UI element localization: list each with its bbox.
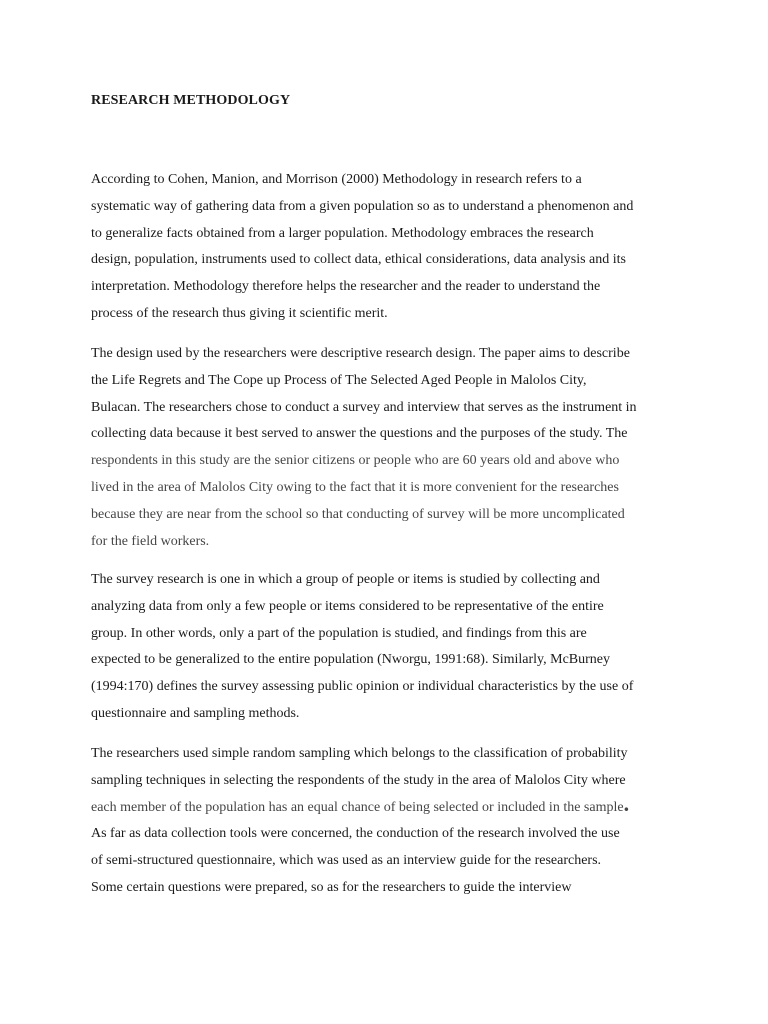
- paragraph-sampling-method: [91, 741, 681, 902]
- text-line: According to Cohen, Manion, and Morrison (2000) Methodology in research refers to a: [91, 172, 582, 187]
- text-line: the Life Regrets and The Cope up Process of The Selected Aged People in Malolos City,: [91, 372, 587, 388]
- text-line: Some certain questions were prepared, so as for the researchers to guide the interview: [91, 879, 572, 895]
- text-line: (1994:170) defines the survey assessing public opinion or individual characteristics by the use of: [91, 679, 634, 695]
- text-line: design, population, instruments used to collect data, ethical considerations, data analysis and its: [91, 252, 626, 268]
- text-line: for the field workers.: [91, 533, 210, 549]
- text-line: because they are near from the school so that conducting of survey will be more uncomplicated: [91, 506, 625, 522]
- text-line: analyzing data from only a few people or items considered to be representative of the entire: [91, 598, 604, 614]
- text-line: lived in the area of Malolos City owing to the fact that it is more convenient for the researches: [91, 479, 619, 495]
- page-title: RESEARCH METHODOLOGY: [91, 93, 291, 108]
- text-line: process of the research thus giving it scientific merit.: [91, 305, 388, 321]
- text-line: As far as data collection tools were concerned, the conduction of the research involved the use: [91, 826, 620, 842]
- text-line: sampling techniques in selecting the respondents of the study in the area of Malolos City where: [91, 772, 626, 788]
- text-line: The researchers used simple random sampling which belongs to the classification of probability: [91, 746, 628, 761]
- text-line: Bulacan. The researchers chose to conduct a survey and interview that serves as the instrument in: [91, 399, 637, 415]
- sentence-end-period: .: [623, 790, 630, 816]
- text-line: questionnaire and sampling methods.: [91, 705, 300, 721]
- text-line: [91, 790, 681, 822]
- text-line: to generalize facts obtained from a larger population. Methodology embraces the research: [91, 225, 594, 241]
- text-line: The survey research is one in which a group of people or items is studied by collecting and: [91, 572, 600, 587]
- text-line: interpretation. Methodology therefore helps the researcher and the reader to understand the: [91, 279, 601, 295]
- paragraph-methodology-definition: [91, 167, 681, 328]
- paragraph-research-design: [91, 341, 681, 555]
- text-line: respondents in this study are the senior citizens or people who are 60 years old and above who: [91, 453, 620, 469]
- text-line: of semi-structured questionnaire, which was used as an interview guide for the researchers.: [91, 853, 602, 869]
- paragraph-survey-research: [91, 567, 681, 728]
- text-line: expected to be generalized to the entire population (Nworgu, 1991:68). Similarly, McBurney: [91, 652, 611, 668]
- text-line: collecting data because it best served to answer the questions and the purposes of the study. The: [91, 426, 628, 442]
- text-line: The design used by the researchers were descriptive research design. The paper aims to describe: [91, 346, 630, 361]
- text-line: systematic way of gathering data from a given population so as to understand a phenomenon and: [91, 198, 634, 214]
- text-line-content: each member of the population has an equal chance of being selected or included in the sample: [91, 799, 624, 815]
- text-line: group. In other words, only a part of the population is studied, and findings from this are: [91, 625, 587, 641]
